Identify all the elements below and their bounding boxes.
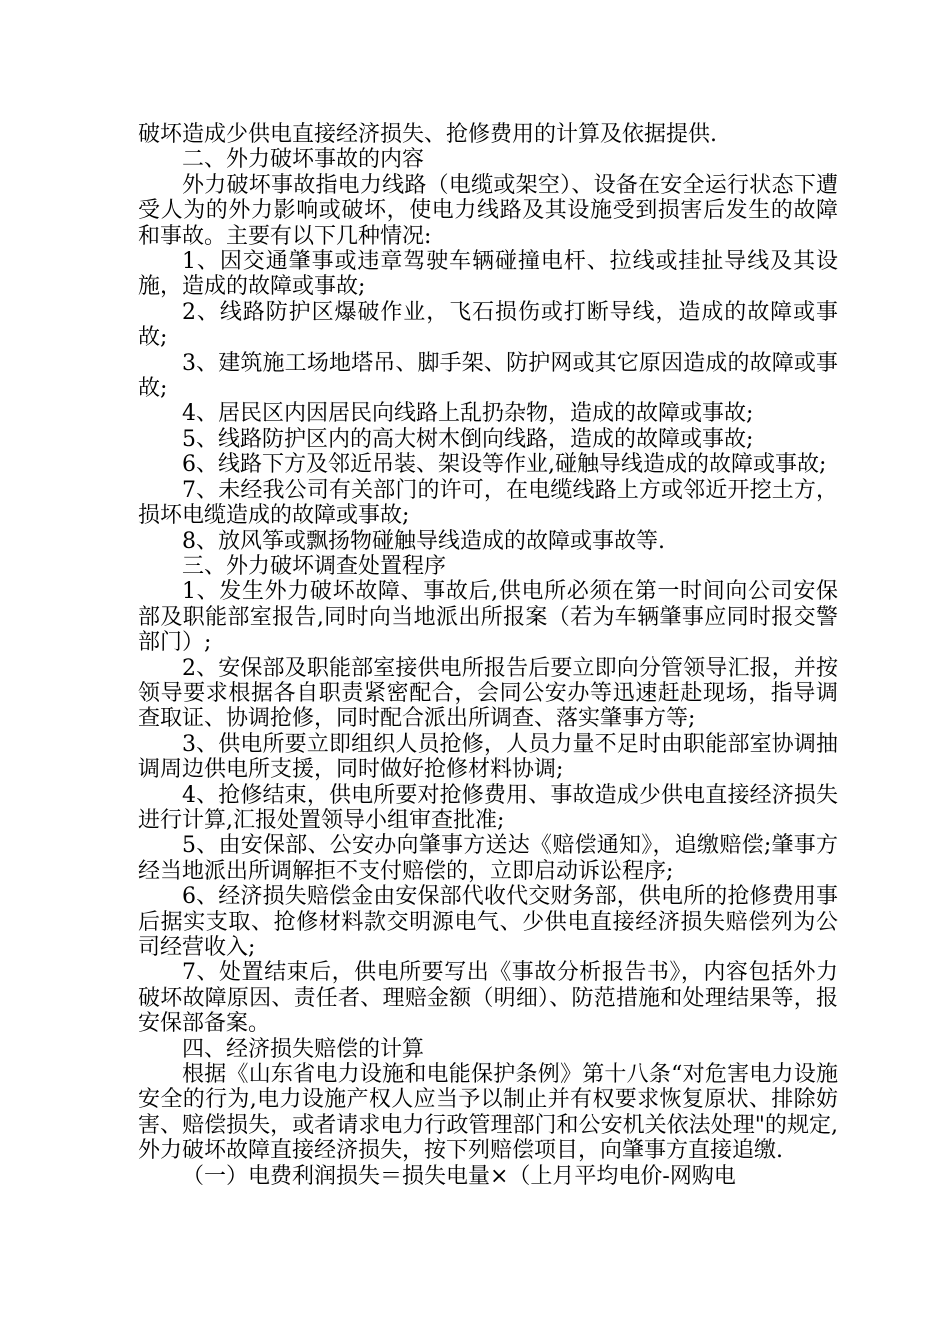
list-item-6: 6、线路下方及邻近吊装、架设等作业,碰触导线造成的故障或事故;	[182, 452, 827, 478]
section-heading-2: 二、外力破坏事故的内容	[182, 147, 425, 173]
paragraph-definition: 外力破坏事故指电力线路（电缆或架空）、设备在安全运行状态下遭受人为的外力影响或破坏，使电力线路及其设施受到损害后发生的故障和事故。主要有以下几种情况:	[138, 172, 838, 249]
procedure-step-6: 6、经济损失赔偿金由安保部代收代交财务部，供电所的抢修费用事后据实支取、抢修材料款交明源电气、少供电直接经济损失赔偿列为公司经营收入;	[138, 884, 838, 960]
list-item-4: 4、居民区内因居民向线路上乱扔杂物，造成的故障或事故;	[182, 401, 754, 427]
list-item-2: 2、线路防护区爆破作业，飞石损伤或打断导线，造成的故障或事故;	[138, 299, 838, 351]
procedure-step-7: 7、处置结束后，供电所要写出《事故分析报告书》，内容包括外力破坏故障原因、责任者、理赔金额（明细）、防范措施和处理结果等，报安保部备案。	[138, 960, 838, 1037]
procedure-step-1: 1、发生外力破坏故障、事故后,供电所必须在第一时间向公司安保部及职能部室报告,同时向当地派出所报案（若为车辆肇事应同时报交警部门）;	[138, 579, 838, 656]
list-item-3: 3、建筑施工场地塔吊、脚手架、防护网或其它原因造成的故障或事故;	[138, 350, 838, 402]
procedure-step-2: 2、安保部及职能部室接供电所报告后要立即向分管领导汇报，并按领导要求根据各自职责紧密配合，会同公安办等迅速赶赴现场，指导调查取证、协调抢修，同时配合派出所调查、落实肇事方等;	[138, 655, 838, 732]
paragraph-legal-basis: 根据《山东省电力设施和电能保护条例》第十八条“对危害电力设施安全的行为,电力设施产权人应当予以制止并有权要求恢复原状、排除妨害、赔偿损失，或者请求电力行政管理部门和公安机关依法处理"的规定,外力破坏故障直接经济损失，按下列赔偿项目，向肇事方直接追缴.	[138, 1062, 838, 1164]
section-heading-4: 四、经济损失赔偿的计算	[182, 1036, 425, 1062]
procedure-step-5: 5、由安保部、公安办向肇事方送达《赔偿通知》，追缴赔偿;肇事方经当地派出所调解拒不支付赔偿的，立即启动诉讼程序;	[138, 833, 838, 884]
paragraph-continuation: 破坏造成少供电直接经济损失、抢修费用的计算及依据提供.	[138, 122, 717, 147]
list-item-5: 5、线路防护区内的高大树木倒向线路，造成的故障或事故;	[182, 426, 754, 452]
procedure-step-4: 4、抢修结束，供电所要对抢修费用、事故造成少供电直接经济损失进行计算,汇报处置领导小组审查批准;	[138, 782, 838, 833]
section-heading-3: 三、外力破坏调查处置程序	[182, 553, 447, 579]
procedure-step-3: 3、供电所要立即组织人员抢修，人员力量不足时由职能部室协调抽调周边供电所支援，同时做好抢修材料协调;	[138, 731, 838, 783]
document-page	[138, 122, 838, 1189]
list-item-8: 8、放风筝或飘扬物碰触导线造成的故障或事故等.	[182, 528, 665, 554]
list-item-7: 7、未经我公司有关部门的许可，在电缆线路上方或邻近开挖土方，损坏电缆造成的故障或事故;	[138, 477, 838, 529]
list-item-1: 1、因交通肇事或违章驾驶车辆碰撞电杆、拉线或挂扯导线及其设施，造成的故障或事故;	[138, 249, 838, 300]
formula-line: （一）电费利润损失＝损失电量×（上月平均电价-网购电	[182, 1163, 736, 1189]
